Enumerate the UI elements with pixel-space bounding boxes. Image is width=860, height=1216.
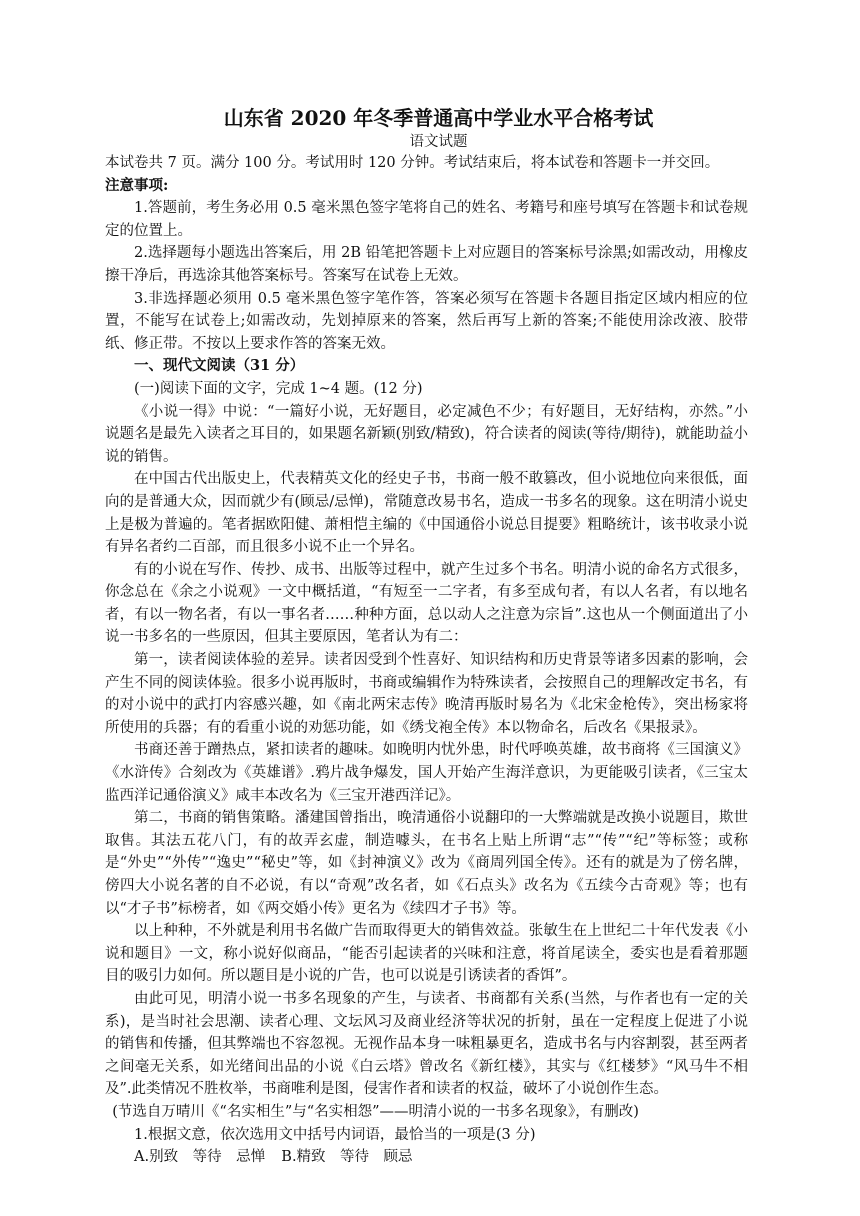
passage-paragraph-2: 在中国古代出版史上，代表精英文化的经史子书，书商一般不敢篡改，但小说地位向来很低，面向的是普通大众，因而就少有(顾忌/忌惮)，常随意改易书名，造成一书多名的现象。这在明清小说史上是极为普遍的。笔者据欧阳健、萧相恺主编的《中国通俗小说总目提要》粗略统计，该书收录小说有异名者约二百部，而且很多小说不止一个异名。 [105, 471, 748, 556]
question-1-options [105, 1146, 748, 1169]
passage-paragraph-7: 以上种种，不外就是利用书名做广告而取得更大的销售效益。张敏生在上世纪二十年代发表《小说和题目》一文，称小说好似商品，“能否引起读者的兴味和注意，将首尾读全，委实也是看着那题目的吸引力如何。所以题目是小说的广告，也可以说是引诱读者的香饵”。 [105, 923, 748, 985]
question-1-option-b: B.精致 等待 顾忌 [281, 1149, 413, 1166]
passage-paragraph-1: 《小说一得》中说：“一篇好小说，无好题目，必定减色不少；有好题目，无好结构，亦然。”小说题名是最先入读者之耳目的，如果题名新颖(别致/精致)，符合读者的阅读(等待/期待)，就能助益小说的销售。 [105, 403, 748, 465]
passage-paragraph-3: 有的小说在写作、传抄、成书、出版等过程中，就产生过多个书名。明清小说的命名方式很多，你念总在《余之小说观》一文中概括道，“有短至一二字者，有多至成句者，有以人名者，有以地名者，有以一物名者，有以一事名者……种种方面，总以动人之注意为宗旨”.这也从一个侧面道出了小说一书多名的一些原因，但其主要原因，笔者认为有二： [105, 561, 748, 646]
passage-paragraph-6: 第二，书商的销售策略。潘建国曾指出，晚清通俗小说翻印的一大弊端就是改换小说题目，欺世取售。其法五花八门，有的故弄玄虚，制造噱头，在书名上贴上所谓“志”“传”“纪”等标签；或称是“外史”“外传”“逸史”“秘史”等，如《封神演义》改为《商周列国全传》。还有的就是为了傍名牌，傍四大小说名著的自不必说，有以“奇观”改名者，如《石点头》改名为《五续今古奇观》等；也有以“才子书”标榜者，如《两交婚小传》更名为《续四才子书》等。 [105, 810, 748, 917]
exam-intro: 本试卷共 7 页。满分 100 分。考试用时 120 分钟。考试结束后，将本试卷和答题卡一并交回。 [105, 155, 720, 171]
passage-paragraph-8: 由此可见，明清小说一书多名现象的产生，与读者、书商都有关系(当然，与作者也有一定的关系)，是当时社会思潮、读者心理、文坛风习及商业经济等状况的折射，虽在一定程度上促进了小说的销售和传播，但其弊端也不容忽视。无视作品本身一味粗暴更名，造成书名与内容割裂，甚至两者之间毫无关系，如光绪间出品的小说《白云塔》曾改名《新红楼》，其实与《红楼梦》“风马牛不相及”.此类情况不胜枚举，书商唯利是图，侵害作者和读者的权益，破坏了小说创作生态。 [105, 990, 748, 1098]
passage-paragraph-4: 第一，读者阅读体验的差异。读者因受到个性喜好、知识结构和历史背景等诸多因素的影响，会产生不同的阅读体验。很多小说再版时，书商或编辑作为特殊读者，会按照自己的理解改定书名，有的对小说中的武打内容感兴趣，如《南北两宋志传》晚清再版时易名为《北宋金枪传》，突出杨家将所使用的兵器；有的看重小说的劝惩功能，如《绣戈袍全传》本以物命名，后改名《果报录》。 [105, 652, 748, 736]
notice-item-2: 2.选择题每小题选出答案后，用 2B 铅笔把答题卡上对应题目的答案标号涂黑;如需改动，用橡皮擦干净后，再选涂其他答案标号。答案写在试卷上无效。 [105, 245, 748, 284]
section-heading: 一、现代文阅读（31 分） [134, 357, 305, 375]
notice-heading: 注意事项: [105, 176, 169, 194]
question-1-option-a: A.别致 等待 忌惮 [134, 1149, 266, 1166]
exam-subtitle: 语文试题 [409, 134, 468, 150]
notice-item-3: 3.非选择题必须用 0.5 毫米黑色签字笔作答，答案必须写在答题卡各题目指定区域内相应的位置，不能写在试卷上;如需改动，先划掉原来的答案，然后再写上新的答案;不能使用涂改液、胶带纸、修正带。不按以上要求作答的答案无效。 [105, 290, 748, 352]
passage-paragraph-5: 书商还善于蹭热点，紧扣读者的趣味。如晚明内忧外患，时代呼唤英雄，故书商将《三国演义》《水浒传》合刻改为《英雄谱》.鸦片战争爆发，国人开始产生海洋意识，为更能吸引读者，《三宝太监西洋记通俗演义》咸丰本改名为《三宝开港西洋记》。 [105, 742, 748, 804]
notice-item-1: 1.答题前，考生务必用 0.5 毫米黑色签字笔将自己的姓名、考籍号和座号填写在答题卡和试卷规定的位置上。 [105, 200, 748, 239]
reading-part-intro: (一)阅读下面的文字，完成 1~4 题。(12 分) [134, 380, 423, 397]
passage-source: (节选自万晴川《“名实相生”与“名实相怨”——明清小说的一书多名现象》，有删改) [112, 1103, 639, 1120]
question-1-stem: 1.根据文意，依次选用文中括号内词语，最恰当的一项是(3 分) [134, 1126, 536, 1143]
exam-title: 山东省 2020 年冬季普通高中学业水平合格考试 [223, 106, 654, 130]
